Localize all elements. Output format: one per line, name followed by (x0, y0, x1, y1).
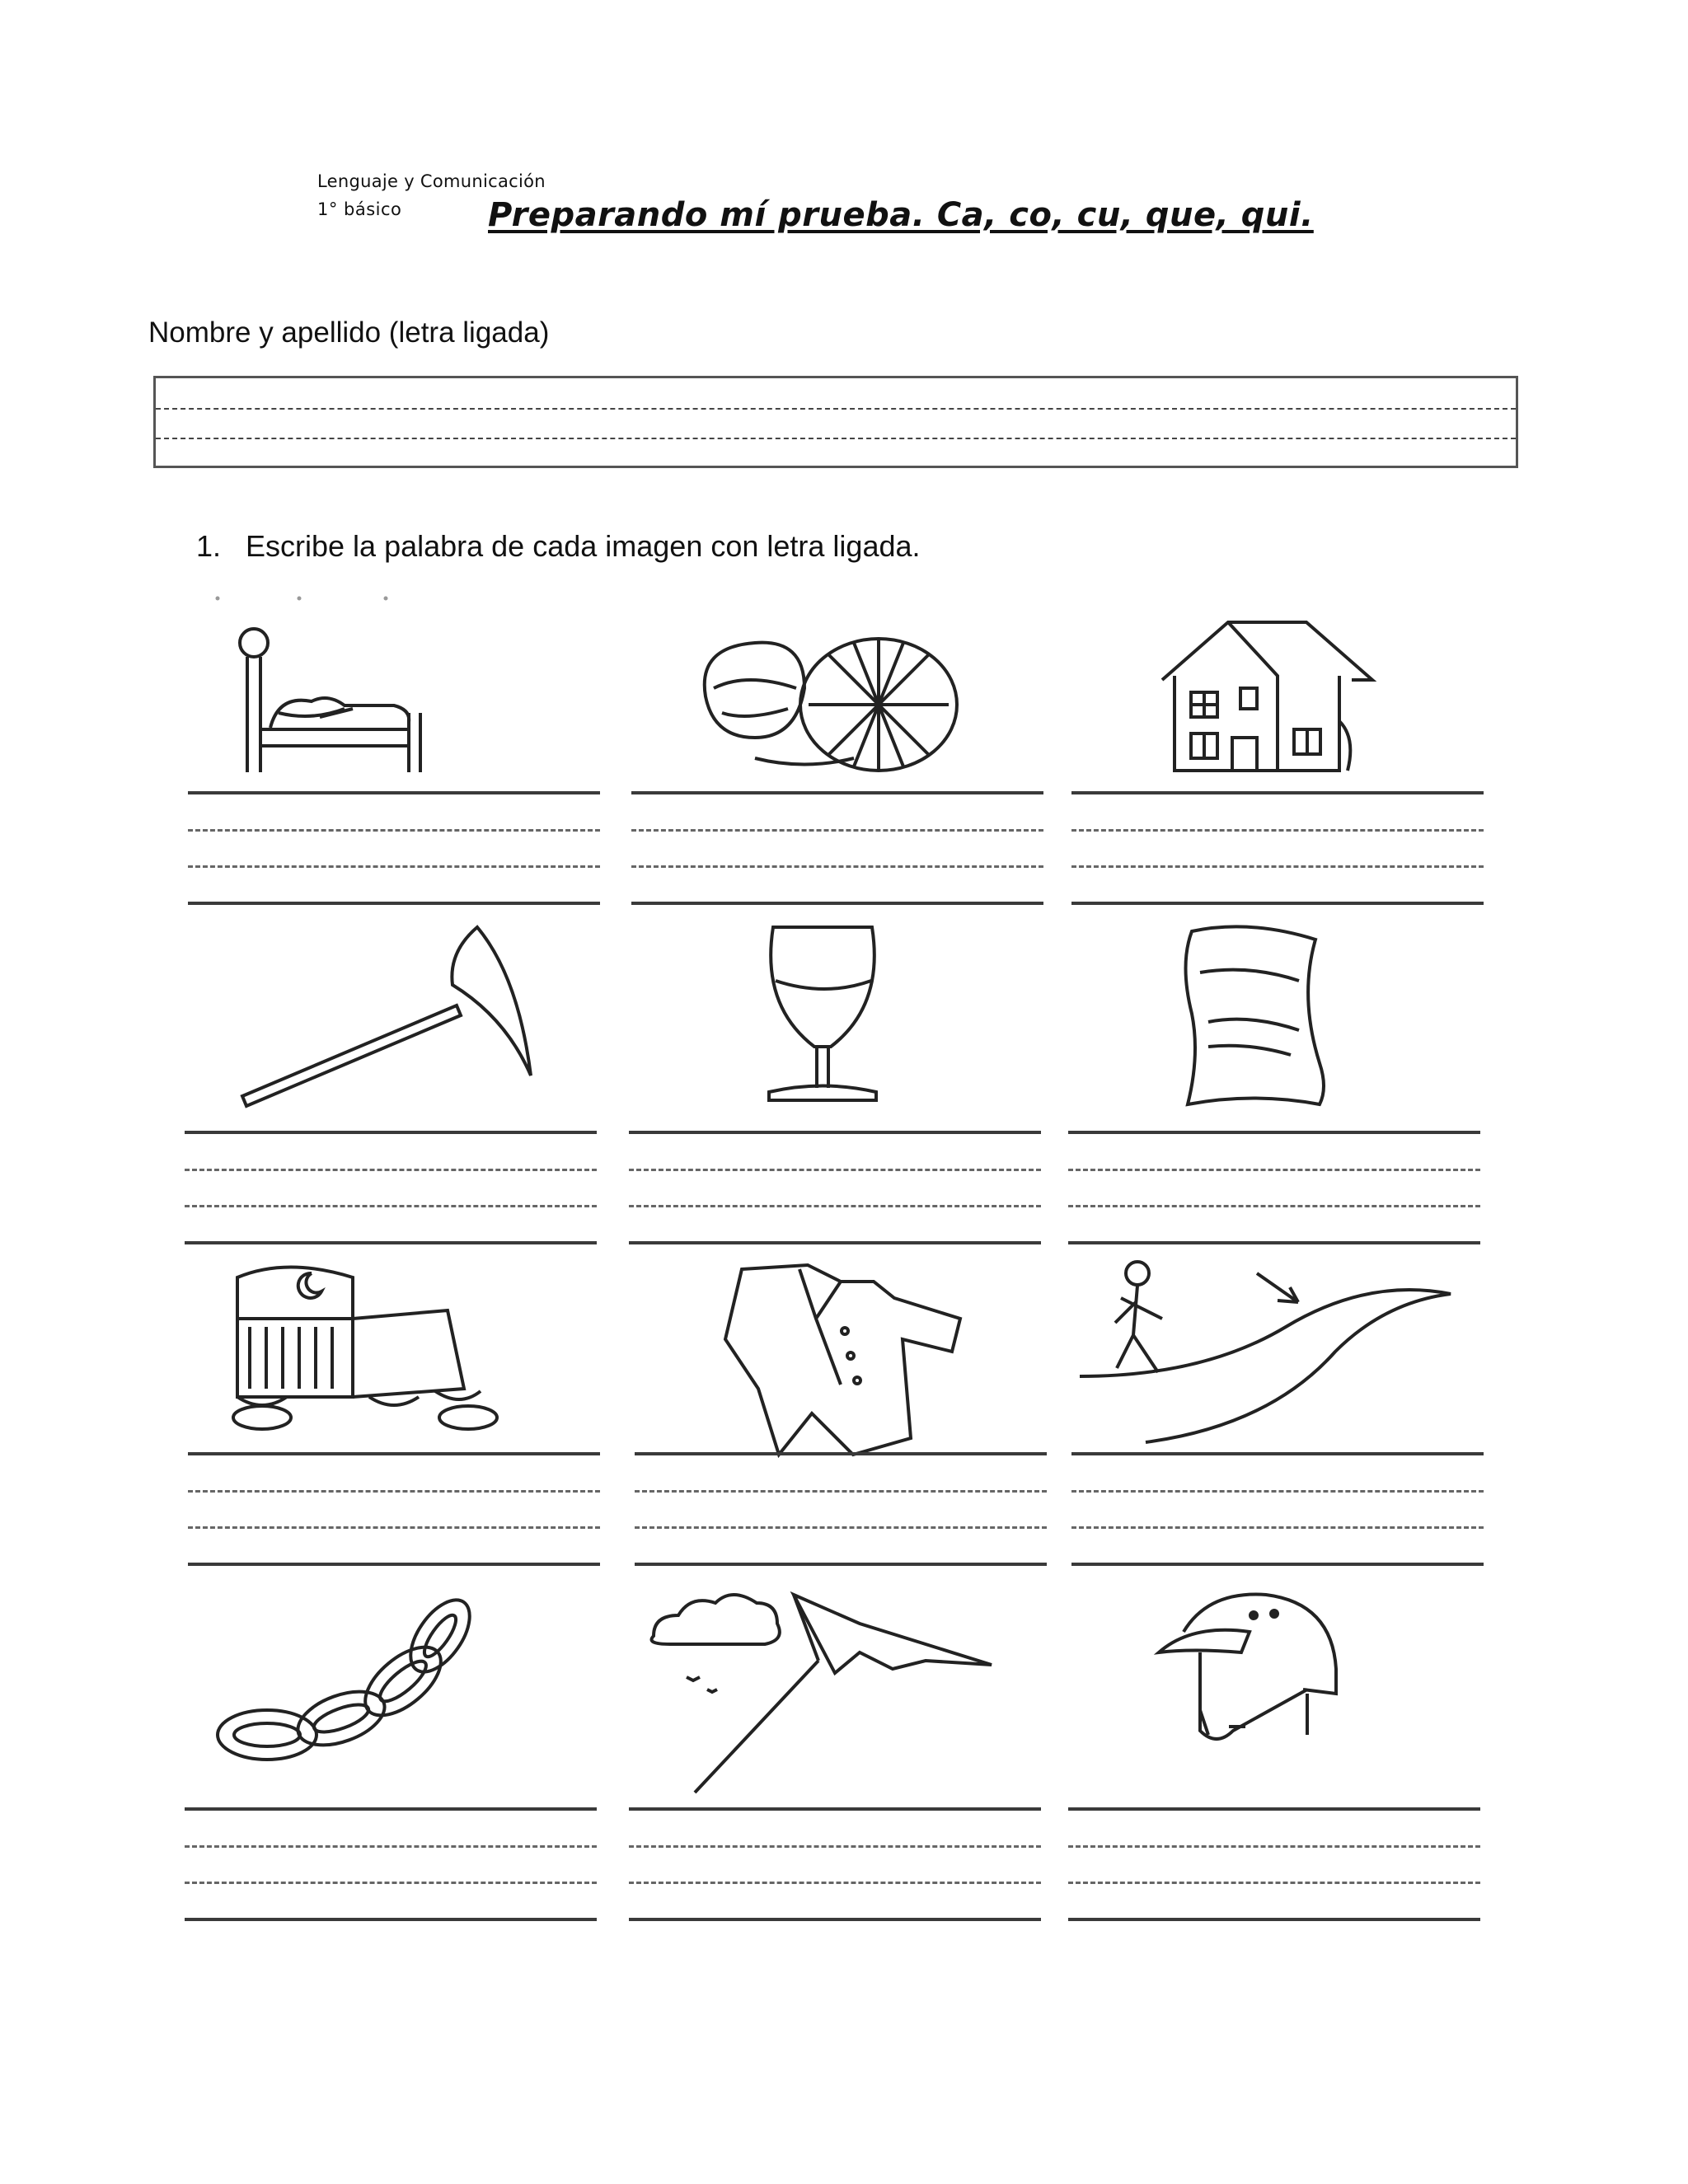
exercise-item-6 (1068, 915, 1480, 1244)
helmet-icon (1068, 1586, 1480, 1801)
writing-lines[interactable] (1068, 1807, 1480, 1921)
writing-lines[interactable] (185, 1807, 597, 1921)
writing-lines[interactable] (185, 1131, 597, 1244)
writing-lines[interactable] (629, 1131, 1041, 1244)
exercise-item-10 (185, 1586, 597, 1933)
exercise-item-11 (629, 1586, 1041, 1933)
exercise-instruction (196, 529, 921, 564)
name-label: Nombre y apellido (letra ligada) (148, 316, 550, 349)
exercise-item-5 (629, 915, 1041, 1244)
writing-lines[interactable] (1068, 1131, 1480, 1244)
chain-icon (185, 1586, 597, 1801)
exercise-item-4 (185, 915, 597, 1244)
name-writing-box[interactable] (153, 376, 1518, 468)
writing-lines[interactable] (188, 791, 600, 905)
subject-label: Lenguaje y Comunicación (317, 171, 546, 191)
glass-icon (629, 915, 1041, 1121)
exercise-item-7 (188, 1253, 600, 1582)
writing-lines[interactable] (1071, 1452, 1484, 1566)
cradle-icon (188, 1253, 600, 1459)
page-title: Preparando mí prueba. Ca, co, cu, que, qui. (488, 196, 1314, 234)
decorative-dots (213, 595, 394, 602)
writing-lines[interactable] (635, 1452, 1047, 1566)
writing-lines[interactable] (1071, 791, 1484, 905)
pillow-icon (1068, 915, 1480, 1121)
exercise-text: Escribe la palabra de cada imagen con letra ligada. (246, 529, 921, 563)
coconut-icon (631, 614, 1043, 779)
house-icon (1071, 614, 1484, 779)
bed-icon (188, 614, 600, 779)
writing-lines[interactable] (188, 1452, 600, 1566)
exercise-number: 1. (196, 529, 222, 563)
kite-icon (629, 1586, 1041, 1801)
exercise-item-2 (631, 614, 1043, 911)
writing-lines[interactable] (631, 791, 1043, 905)
grade-label: 1° básico (317, 199, 402, 219)
exercise-item-12 (1068, 1586, 1480, 1933)
exercise-item-3 (1071, 614, 1484, 911)
exercise-item-8 (635, 1253, 1047, 1582)
jacket-icon (635, 1253, 1047, 1459)
pickaxe-icon (185, 915, 597, 1121)
exercise-item-1 (188, 614, 600, 911)
exercise-item-9 (1071, 1253, 1484, 1582)
road-icon (1071, 1253, 1484, 1459)
writing-lines[interactable] (629, 1807, 1041, 1921)
